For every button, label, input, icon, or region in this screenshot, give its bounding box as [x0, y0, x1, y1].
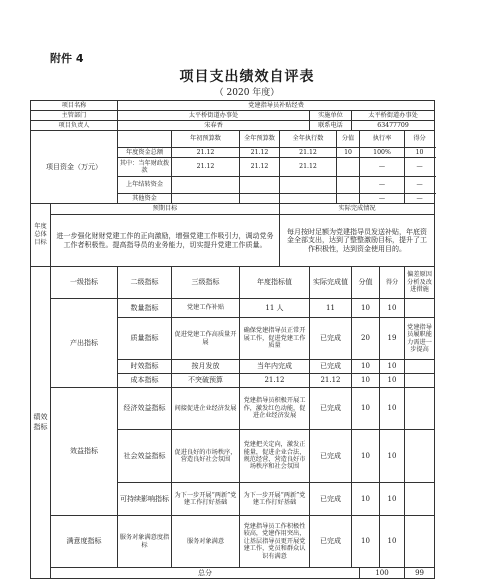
funds-header-rate: 执行率 — [360, 131, 405, 148]
perf-label: 绩效指标 — [31, 267, 51, 579]
output-label: 产出指标 — [51, 299, 118, 388]
perf-header-row — [31, 267, 435, 299]
perf-row-l3: 促进良好的市场秩序，营造良好社会氛围 — [172, 430, 240, 483]
funds-row-rate: — — [360, 177, 405, 194]
perf-row-l3: 按月发放 — [172, 360, 240, 374]
row-dept — [31, 111, 435, 121]
perf-row-score: 10 — [352, 374, 380, 388]
total-label: 总分 — [51, 568, 360, 579]
perf-row-reason — [405, 360, 435, 374]
evaluation-table — [30, 100, 435, 579]
perf-row-l2: 成本指标 — [118, 374, 172, 388]
year-subtitle: （ 2020 年度） — [214, 88, 280, 98]
perf-header-l2: 二级指标 — [118, 267, 172, 299]
perf-row-reason — [405, 299, 435, 318]
perf-row-got: 10 — [380, 483, 405, 516]
perf-row-got: 10 — [380, 516, 405, 568]
perf-row-got: 19 — [380, 318, 405, 360]
goals-expected-text: 进一步强化财财党建工作的正向激励，增强党建工作吸引力，调动党务工作者积极性。提高指导员的业务能力，切实提升党建工作质量。 — [51, 215, 280, 267]
funds-row-score — [337, 177, 360, 194]
funds-row-initial: 21.12 — [172, 158, 240, 177]
perf-row-actual: 21.12 — [310, 374, 352, 388]
funds-row-score — [337, 194, 360, 204]
perf-row-got: 10 — [380, 430, 405, 483]
perf-row-reason — [405, 483, 435, 516]
funds-row-exec — [280, 194, 337, 204]
funds-blank-header — [118, 131, 172, 148]
perf-header-l1: 一级指标 — [51, 267, 118, 299]
perf-row — [31, 299, 435, 318]
perf-header-actual: 实际完成值 — [310, 267, 352, 299]
perf-row-reason — [405, 430, 435, 483]
goals-actual-label: 实际完成情况 — [280, 204, 435, 215]
project-name-value: 党建指导员补贴经费 — [118, 101, 435, 111]
perf-row-score: 10 — [352, 430, 380, 483]
funds-row-exec: 21.12 — [280, 148, 337, 158]
perf-row-target: 21.12 — [240, 374, 310, 388]
perf-row-target: 11 人 — [240, 299, 310, 318]
perf-header-got: 得分 — [380, 267, 405, 299]
perf-row-target: 当年内完成 — [240, 360, 310, 374]
funds-row-name: 其中：当年财政拨款 — [118, 158, 172, 177]
funds-row-exec — [280, 177, 337, 194]
perf-row-score: 10 — [352, 360, 380, 374]
funds-row-full: 21.12 — [240, 158, 280, 177]
perf-row-target: 党建把关定向，激发正能量，促进企业合法，规范经营，营造良好市场秩序和社会氛围 — [240, 430, 310, 483]
perf-row-l3: 促进党建工作高质量开展 — [172, 318, 240, 360]
project-name-label: 项目名称 — [31, 101, 118, 111]
perf-header-reason: 偏差原因分析及改进措施 — [405, 267, 435, 299]
goals-content-row — [31, 215, 435, 267]
perf-row-actual: 11 — [310, 299, 352, 318]
perf-row-reason — [405, 516, 435, 568]
perf-row-target: 党建指导员工作积极性较高，党建作用突出，让基层指导员更开展党建工作，党员和群众认识有满意 — [240, 516, 310, 568]
funds-row-initial: 21.12 — [172, 148, 240, 158]
perf-row-actual: 已完成 — [310, 360, 352, 374]
funds-row-name: 上年结转资金 — [118, 177, 172, 194]
funds-row-exec: 21.12 — [280, 158, 337, 177]
funds-row-rate: — — [360, 158, 405, 177]
funds-header-full: 全年预算数 — [240, 131, 280, 148]
perf-row-l3: 不突破预算 — [172, 374, 240, 388]
perf-row-actual: 已完成 — [310, 483, 352, 516]
perf-row-l3: 间接促进企业经济发展 — [172, 388, 240, 430]
perf-row-target: 党建指导员积极开展工作，激发红色动能，促进企业经济发展 — [240, 388, 310, 430]
perf-row-target: 确保党建指导员正常开展工作，促进党建工作质量 — [240, 318, 310, 360]
perf-row-got: 10 — [380, 299, 405, 318]
perf-row-l2: 社会效益指标 — [118, 430, 172, 483]
funds-row-got: 10 — [405, 148, 435, 158]
perf-row-score: 10 — [352, 388, 380, 430]
perf-row-l2: 时效指标 — [118, 360, 172, 374]
perf-row-actual: 已完成 — [310, 430, 352, 483]
funds-row-score — [337, 158, 360, 177]
total-row — [31, 568, 435, 579]
perf-row-score: 10 — [352, 483, 380, 516]
leader-value: 宋春香 — [118, 121, 310, 131]
perf-row-l3: 服务对象满意 — [172, 516, 240, 568]
perf-row-reason — [405, 374, 435, 388]
funds-header-initial: 年初预算数 — [172, 131, 240, 148]
perf-header-score: 分值 — [352, 267, 380, 299]
goals-header-row — [31, 204, 435, 215]
funds-row-name: 其他资金 — [118, 194, 172, 204]
perf-row-l3: 为下一步开展“两新”党建工作打好基础 — [172, 483, 240, 516]
perf-row-actual: 已完成 — [310, 388, 352, 430]
funds-row-full — [240, 194, 280, 204]
dept-value: 太平桥街道办事处 — [118, 111, 310, 121]
perf-row-actual: 已完成 — [310, 318, 352, 360]
funds-row-got: — — [405, 194, 435, 204]
funds-row-score: 10 — [337, 148, 360, 158]
perf-header-l3: 三级指标 — [172, 267, 240, 299]
funds-row-got: — — [405, 177, 435, 194]
perf-header-target: 年度指标值 — [240, 267, 310, 299]
perf-row-target: 为下一步开展“两新”党建工作打好基础 — [240, 483, 310, 516]
funds-row-full — [240, 177, 280, 194]
funds-row-got: — — [405, 158, 435, 177]
funds-row-rate: 100% — [360, 148, 405, 158]
funds-header-row — [31, 131, 435, 148]
page-title: 项目支出绩效自评表 — [179, 69, 315, 85]
funds-row-initial — [172, 194, 240, 204]
perf-row-l3: 党建工作补贴 — [172, 299, 240, 318]
attachment-label: 附件 4 — [50, 52, 84, 65]
perf-row-actual: 已完成 — [310, 516, 352, 568]
funds-row-rate: — — [360, 194, 405, 204]
impl-value: 太平桥街道办事处 — [352, 111, 435, 121]
perf-row-reason — [405, 388, 435, 430]
funds-row-name: 年度资金总额 — [118, 148, 172, 158]
funds-header-exec: 全年执行数 — [280, 131, 337, 148]
satisfaction-label: 满意度指标 — [51, 516, 118, 568]
dept-label: 主管部门 — [31, 111, 118, 121]
row-project-name — [31, 101, 435, 111]
perf-row-score: 20 — [352, 318, 380, 360]
perf-row — [31, 388, 435, 430]
perf-row-score: 10 — [352, 516, 380, 568]
funds-label: 项目资金（万元） — [31, 131, 118, 204]
perf-row-l2: 数量指标 — [118, 299, 172, 318]
goals-label: 年度总体目标 — [31, 204, 51, 267]
goals-actual-text: 每月按时足额为党建指导员发送补贴，年底资金全部支出，达到了整整激励目标，提升了工作积极性，达到资金使用目的。 — [280, 215, 435, 267]
perf-row-got: 10 — [380, 374, 405, 388]
perf-row-got: 10 — [380, 360, 405, 374]
row-leader — [31, 121, 435, 131]
funds-row-initial — [172, 177, 240, 194]
perf-row — [31, 516, 435, 568]
funds-row-full: 21.12 — [240, 148, 280, 158]
phone-value: 63477709 — [352, 121, 435, 131]
goals-expected-label: 预期目标 — [51, 204, 280, 215]
perf-row-got: 10 — [380, 388, 405, 430]
leader-label: 项目负责人 — [31, 121, 118, 131]
perf-row-l2: 可持续影响指标 — [118, 483, 172, 516]
perf-row-l2: 质量指标 — [118, 318, 172, 360]
perf-row-score: 10 — [352, 299, 380, 318]
effect-label: 效益指标 — [51, 388, 118, 516]
funds-header-score: 分值 — [337, 131, 360, 148]
perf-row-reason: 党建指导员履职能力需进一步提高 — [405, 318, 435, 360]
perf-row-l2: 服务对象满意度指标 — [118, 516, 172, 568]
total-score: 100 — [360, 568, 405, 579]
funds-header-got: 得分 — [405, 131, 435, 148]
perf-row-l2: 经济效益指标 — [118, 388, 172, 430]
impl-label: 实施单位 — [310, 111, 352, 121]
phone-label: 联系电话 — [310, 121, 352, 131]
total-got: 99 — [405, 568, 435, 579]
